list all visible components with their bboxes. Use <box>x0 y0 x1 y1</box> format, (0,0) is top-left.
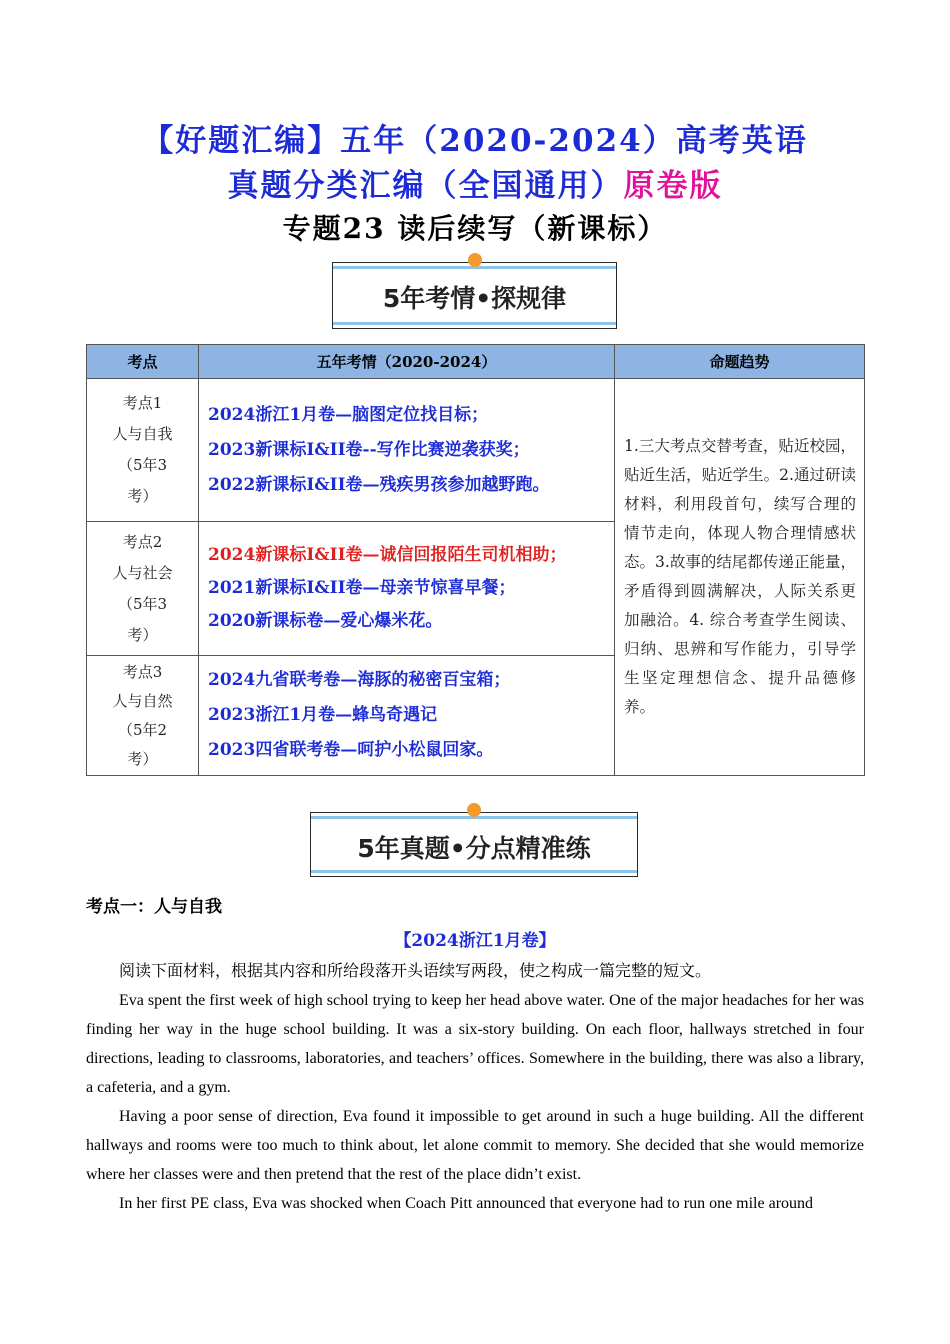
exam-entry: 2023四省联考卷—呵护小松鼠回家。 <box>208 740 494 760</box>
point-count: （5年2 <box>117 720 168 739</box>
trend-cell: 1.三大考点交替考查，贴近校园，贴近生活，贴近学生。2.通过研读材料，利用段首句，续写合理的情节走向，体现人物合理情感状态。3.故事的结尾都传递正能量，矛盾得到圆满解决，人际关系更加融洽。4. 综合考查学生阅读、归纳、思辨和写作能力，引导学生坚定理想信念、提升品德修养。 <box>615 379 865 776</box>
point-count-end: 考） <box>127 749 158 768</box>
point-count: （5年3 <box>117 594 168 613</box>
point-count: （5年3 <box>117 456 168 474</box>
overview-banner <box>332 262 617 329</box>
instruction-paragraph: 阅读下面材料，根据其内容和所给段落开头语续写两段，使之构成一篇完整的短文。 <box>119 963 712 980</box>
story-paragraph: Having a poor sense of direction, Eva found it impossible to get around in such a huge building. All the different hallways and rooms were too much to think about, let alone commit to memory. She decided that she would memorize where her classes were and then pretend that the rest of the place didn’t exist. <box>86 1108 864 1183</box>
exam-entry: 2020新课标卷—爱心爆米花。 <box>208 611 443 631</box>
exam-entry: 2023浙江1月卷—蜂鸟奇遇记 <box>208 705 438 725</box>
practice-banner-text: 5年真题•分点精准练 <box>357 834 591 863</box>
banner-dot-icon <box>468 253 482 267</box>
section-heading: 考点一：人与自我 <box>86 897 222 917</box>
story-paragraph: In her first PE class, Eva was shocked when Coach Pitt announced that everyone had to run one mile around <box>119 1195 814 1212</box>
exam-label: 【2024浙江1月卷】 <box>394 931 556 951</box>
exams-cell <box>199 522 615 656</box>
header-trend: 命题趋势 <box>615 345 865 379</box>
exam-entry: 2021新课标I&II卷—母亲节惊喜早餐； <box>208 578 516 598</box>
table-header-row <box>87 345 865 379</box>
point-theme: 人与自我 <box>112 425 173 443</box>
title-line-2 <box>0 160 950 205</box>
exam-entry-highlight: 2024新课标I&II卷—诚信回报陌生司机相助； <box>208 545 567 565</box>
exams-cell <box>199 656 615 776</box>
banner-dot-icon <box>467 803 481 817</box>
table-row <box>87 379 865 522</box>
point-cell <box>87 379 199 522</box>
point-theme: 人与自然 <box>112 691 173 710</box>
title-line-2-main: 真题分类汇编（全国通用） <box>227 168 624 204</box>
title-line-2-accent: 原卷版 <box>623 168 723 204</box>
title-line-1: 【好题汇编】五年（2020-2024）高考英语 <box>142 123 808 159</box>
title-line-3: 专题23 读后续写（新课标） <box>282 212 668 245</box>
point-count-end: 考） <box>127 487 158 505</box>
point-label: 考点1 <box>122 394 163 412</box>
overview-table <box>86 344 865 776</box>
overview-banner-text: 5年考情•探规律 <box>382 284 567 313</box>
exams-cell <box>199 379 615 522</box>
point-count-end: 考） <box>127 625 158 644</box>
point-cell <box>87 656 199 776</box>
point-label: 考点3 <box>122 662 163 681</box>
banner-bottom-line <box>333 322 616 325</box>
point-label: 考点2 <box>122 532 163 551</box>
article-body <box>86 957 864 1218</box>
header-point: 考点 <box>87 345 199 379</box>
practice-banner <box>310 812 638 877</box>
point-cell <box>87 522 199 656</box>
story-paragraph: Eva spent the first week of high school trying to keep her head above water. One of the major headaches for her was finding her way in the huge school building. It was a six-story building. On each floor, hallways stretched in four directions, leading to classrooms, laboratories, and teachers’ offices. Somewhere in the building, there was also a library, a cafeteria, and a gym. <box>86 992 864 1096</box>
exam-entry: 2024九省联考卷—海豚的秘密百宝箱； <box>208 670 511 690</box>
point-theme: 人与社会 <box>112 563 173 582</box>
header-exams: 五年考情（2020-2024） <box>199 345 615 379</box>
exam-entry: 2023新课标I&II卷--写作比赛逆袭获奖； <box>208 439 530 460</box>
exam-entry: 2024浙江1月卷—脑图定位找目标； <box>208 404 489 425</box>
exam-entry: 2022新课标I&II卷—残疾男孩参加越野跑。 <box>208 474 550 495</box>
banner-bottom-line <box>311 870 637 873</box>
